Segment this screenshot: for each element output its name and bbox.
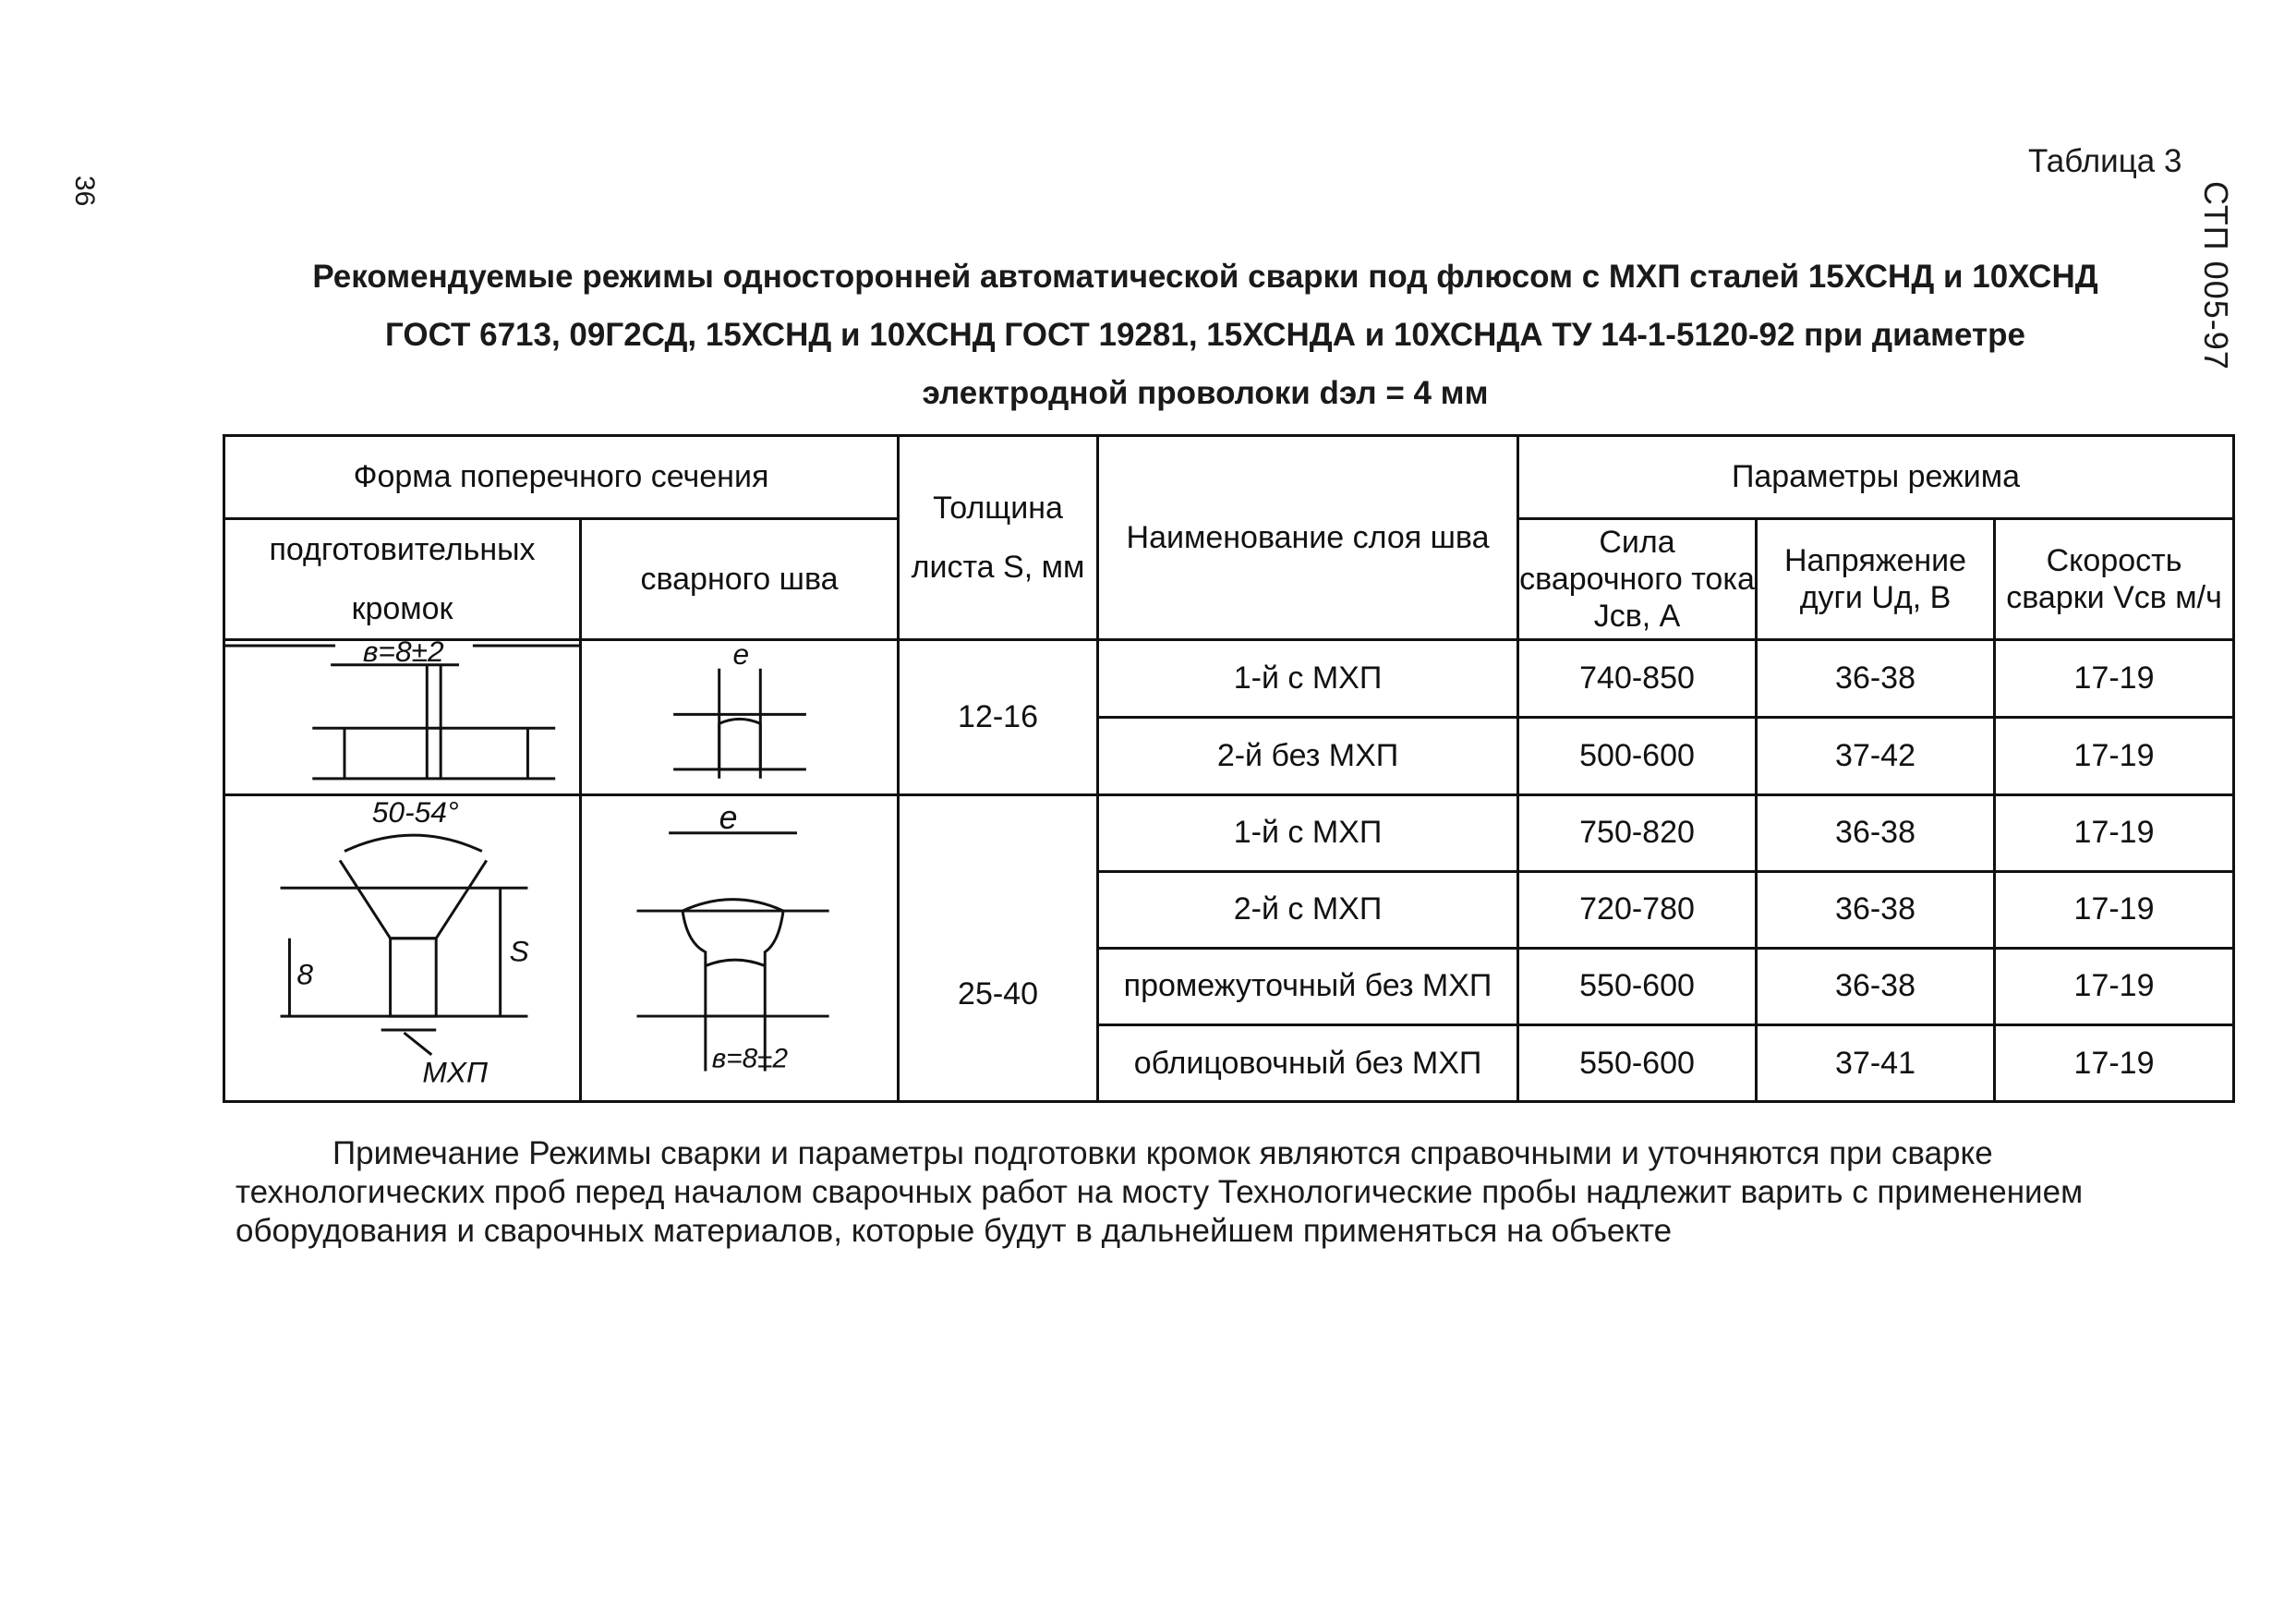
welding-modes-table xyxy=(223,434,2235,1103)
weld-gap-label: в=8±2 xyxy=(711,1043,789,1074)
title-line-2: ГОСТ 6713, 09Г2СД, 15ХСНД и 10ХСНД ГОСТ 19281, 15ХСНДА и 10ХСНДА ТУ 14-1-5120-92 при диаметре xyxy=(385,317,2025,353)
layer-cell: промежуточный без МХП xyxy=(1098,948,1518,1024)
layer-cell: облицовочный без МХП xyxy=(1098,1024,1518,1101)
document-code: СТП 005-97 xyxy=(2197,181,2235,370)
layer-cell: 1-й с МХП xyxy=(1098,640,1518,718)
edge-angle-label: 50-54° xyxy=(371,795,459,829)
edge-diagram-1 xyxy=(224,640,581,795)
layer-cell: 2-й с МХП xyxy=(1098,871,1518,948)
current-cell: 720-780 xyxy=(1518,871,1757,948)
voltage-cell: 37-42 xyxy=(1757,717,1995,794)
speed-cell: 17-19 xyxy=(1995,794,2234,871)
header-edges: подготовительных кромок xyxy=(224,519,581,640)
title-line-3: электродной проволоки dэл = 4 мм xyxy=(922,375,1489,411)
edge-annotation-1: в=8±2 xyxy=(362,641,444,668)
speed-cell: 17-19 xyxy=(1995,640,2234,718)
current-cell: 740-850 xyxy=(1518,640,1757,718)
voltage-cell: 36-38 xyxy=(1757,794,1995,871)
edge-diagram-2 xyxy=(224,794,581,1101)
edge-dim-s-label: S xyxy=(509,934,529,968)
voltage-cell: 36-38 xyxy=(1757,948,1995,1024)
title-line-1: Рекомендуемые режимы односторонней автоматической сварки под флюсом с МХП сталей 15ХСНД и 10ХСНД xyxy=(312,259,2098,295)
speed-cell: 17-19 xyxy=(1995,948,2234,1024)
speed-cell: 17-19 xyxy=(1995,717,2234,794)
header-layer: Наименование слоя шва xyxy=(1098,436,1518,640)
current-cell: 550-600 xyxy=(1518,1024,1757,1101)
speed-cell: 17-19 xyxy=(1995,871,2234,948)
current-cell: 750-820 xyxy=(1518,794,1757,871)
edge-prep-drawing-2 xyxy=(225,796,579,1100)
voltage-cell: 36-38 xyxy=(1757,871,1995,948)
header-thickness: Толщина листа S, мм xyxy=(899,436,1098,640)
speed-cell: 17-19 xyxy=(1995,1024,2234,1101)
current-cell: 550-600 xyxy=(1518,948,1757,1024)
header-speed: Скорость сварки Vсв м/ч xyxy=(1995,519,2234,640)
table-row xyxy=(224,640,2234,718)
weld-diagram-1 xyxy=(581,640,899,795)
header-params: Параметры режима xyxy=(1518,436,2234,519)
header-form: Форма поперечного сечения xyxy=(224,436,899,519)
table-row xyxy=(224,794,2234,871)
table-title xyxy=(222,248,2189,422)
page-number: 36 xyxy=(69,176,100,207)
weld-shape-drawing-2 xyxy=(582,796,897,1100)
weld-annotation-1: е xyxy=(732,641,750,671)
weld-shape-drawing-1 xyxy=(582,641,897,793)
layer-cell: 2-й без МХП xyxy=(1098,717,1518,794)
edge-dim-b-label: 8 xyxy=(296,957,314,991)
thickness-cell-2: 25-40 xyxy=(899,794,1098,1101)
header-voltage: Напряжение дуги Uд, В xyxy=(1757,519,1995,640)
voltage-cell: 36-38 xyxy=(1757,640,1995,718)
current-cell: 500-600 xyxy=(1518,717,1757,794)
header-weld: сварного шва xyxy=(581,519,899,640)
layer-cell: 1-й с МХП xyxy=(1098,794,1518,871)
voltage-cell: 37-41 xyxy=(1757,1024,1995,1101)
table-note: Примечание Режимы сварки и параметры подготовки кромок являются справочными и уточняются при сварке технологических проб перед началом сварочных работ на мосту Технологические пробы надлежит варить с применением оборудования и сварочных материалов, которые будут в дальнейшем применяться на объекте xyxy=(236,1135,2084,1249)
edge-prep-drawing-1 xyxy=(225,641,579,793)
weld-diagram-2 xyxy=(581,794,899,1101)
mkhp-label: МХП xyxy=(422,1055,488,1089)
header-current: Сила сварочного тока Jсв, А xyxy=(1518,519,1757,640)
thickness-cell-1: 12-16 xyxy=(899,640,1098,795)
table-label: Таблица 3 xyxy=(2028,143,2182,179)
weld-annotation-2: е xyxy=(719,798,738,836)
